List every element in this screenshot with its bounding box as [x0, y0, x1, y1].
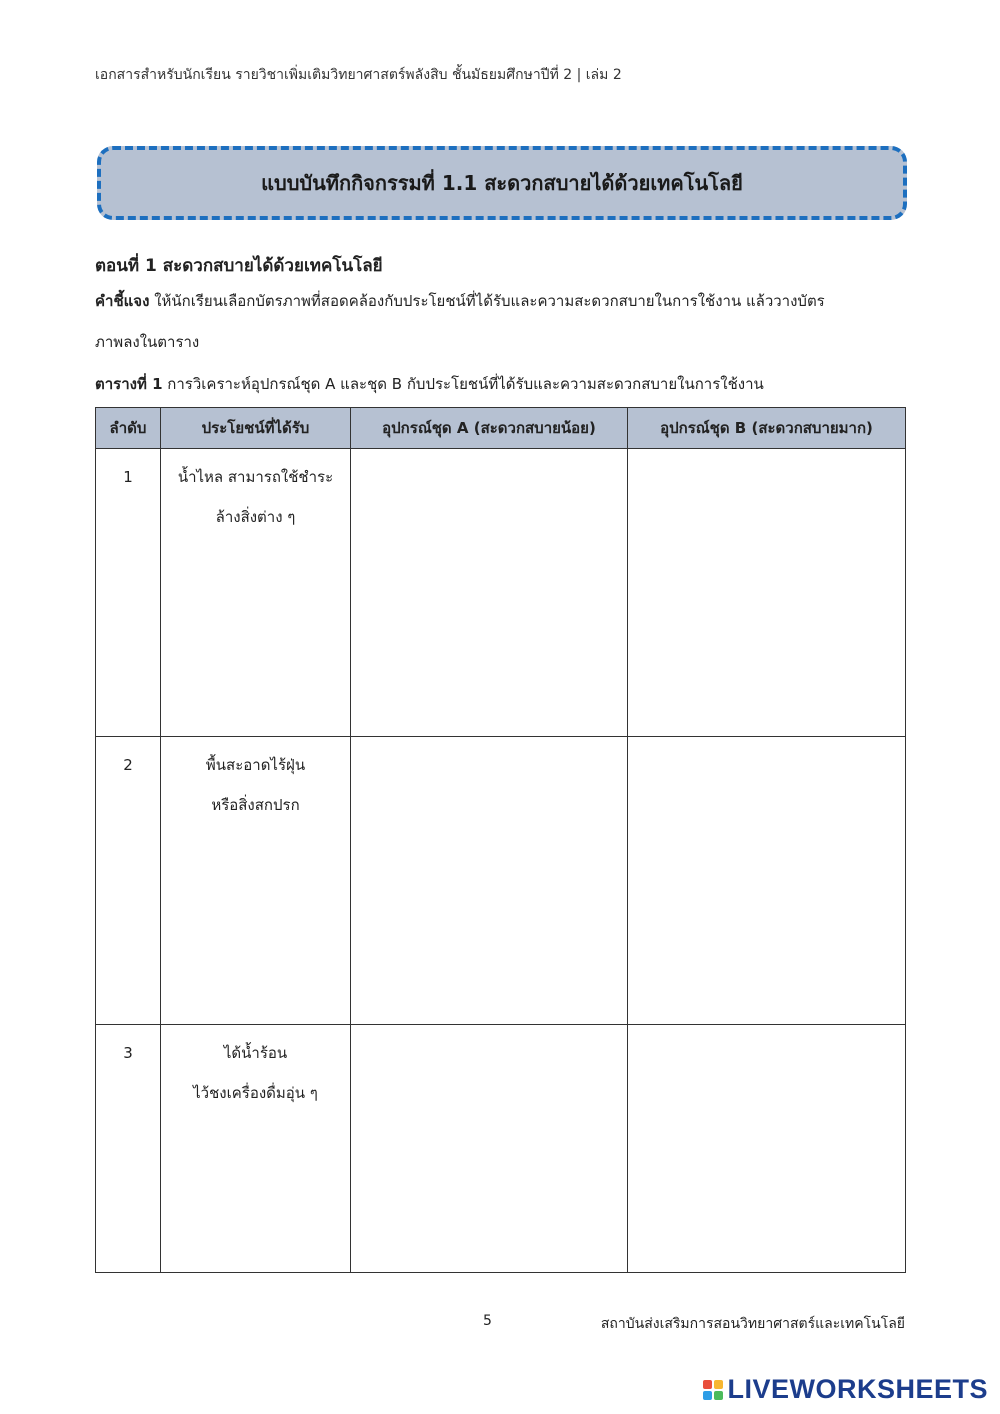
benefit-cell [161, 449, 351, 737]
benefit-cell [161, 1025, 351, 1273]
activity-title-box [97, 146, 907, 220]
benefit-line: ล้างสิ่งต่าง ๆ [215, 508, 296, 526]
document-header: เอกสารสำหรับนักเรียน รายวิชาเพิ่มเติมวิทยาศาสตร์พลังสิบ ชั้นมัธยมศึกษาปีที่ 2 | เล่ม 2 [95, 67, 622, 83]
set-b-drop-zone[interactable] [628, 737, 906, 1025]
brand-name: LIVEWORKSHEETS [727, 1374, 988, 1404]
table-caption-label: ตารางที่ 1 [95, 375, 163, 393]
header-set-b: อุปกรณ์ชุด B (สะดวกสบายมาก) [628, 408, 906, 449]
table-row [96, 1025, 906, 1273]
order-cell: 3 [96, 1025, 161, 1273]
analysis-table [95, 407, 906, 1273]
order-cell: 1 [96, 449, 161, 737]
table-caption [95, 372, 764, 396]
table-caption-text: การวิเคราะห์อุปกรณ์ชุด A และชุด B กับประโยชน์ที่ได้รับและความสะดวกสบายในการใช้งาน [167, 375, 764, 393]
set-b-drop-zone[interactable] [628, 449, 906, 737]
header-order: ลำดับ [96, 408, 161, 449]
benefit-line: ไว้ชงเครื่องดื่มอุ่น ๆ [193, 1084, 318, 1102]
benefit-line: หรือสิ่งสกปรก [211, 796, 300, 814]
footer-organization: สถาบันส่งเสริมการสอนวิทยาศาสตร์และเทคโนโลยี [600, 1316, 905, 1332]
benefit-line: ได้น้ำร้อน [223, 1044, 288, 1062]
instruction-text: ให้นักเรียนเลือกบัตรภาพที่สอดคล้องกับประโยชน์ที่ได้รับและความสะดวกสบายในการใช้งาน แล้ววางบัตร [154, 292, 825, 310]
logo-square-green [714, 1391, 723, 1400]
order-cell: 2 [96, 737, 161, 1025]
benefit-line: พื้นสะอาดไร้ฝุ่น [205, 756, 306, 774]
logo-square-red [703, 1380, 712, 1389]
header-set-a: อุปกรณ์ชุด A (สะดวกสบายน้อย) [351, 408, 628, 449]
set-a-drop-zone[interactable] [351, 1025, 628, 1273]
logo-square-yellow [714, 1380, 723, 1389]
instruction-text-continued: ภาพลงในตาราง [95, 333, 200, 351]
section-heading: ตอนที่ 1 สะดวกสบายได้ด้วยเทคโนโลยี [95, 256, 383, 276]
instruction-label: คำชี้แจง [95, 292, 150, 310]
activity-title: แบบบันทึกกิจกรรมที่ 1.1 สะดวกสบายได้ด้วยเทคโนโลยี [261, 171, 743, 195]
table-row [96, 449, 906, 737]
logo-square-blue [703, 1391, 712, 1400]
benefit-cell [161, 737, 351, 1025]
table-row [96, 737, 906, 1025]
set-a-drop-zone[interactable] [351, 737, 628, 1025]
instruction-paragraph [95, 288, 910, 314]
page-number: 5 [483, 1313, 492, 1329]
benefit-line: น้ำไหล สามารถใช้ชำระ [177, 468, 334, 486]
brand-watermark [703, 1374, 988, 1405]
liveworksheets-logo-icon [703, 1380, 723, 1400]
set-a-drop-zone[interactable] [351, 449, 628, 737]
set-b-drop-zone[interactable] [628, 1025, 906, 1273]
table-header-row [96, 408, 906, 449]
header-benefit: ประโยชน์ที่ได้รับ [161, 408, 351, 449]
